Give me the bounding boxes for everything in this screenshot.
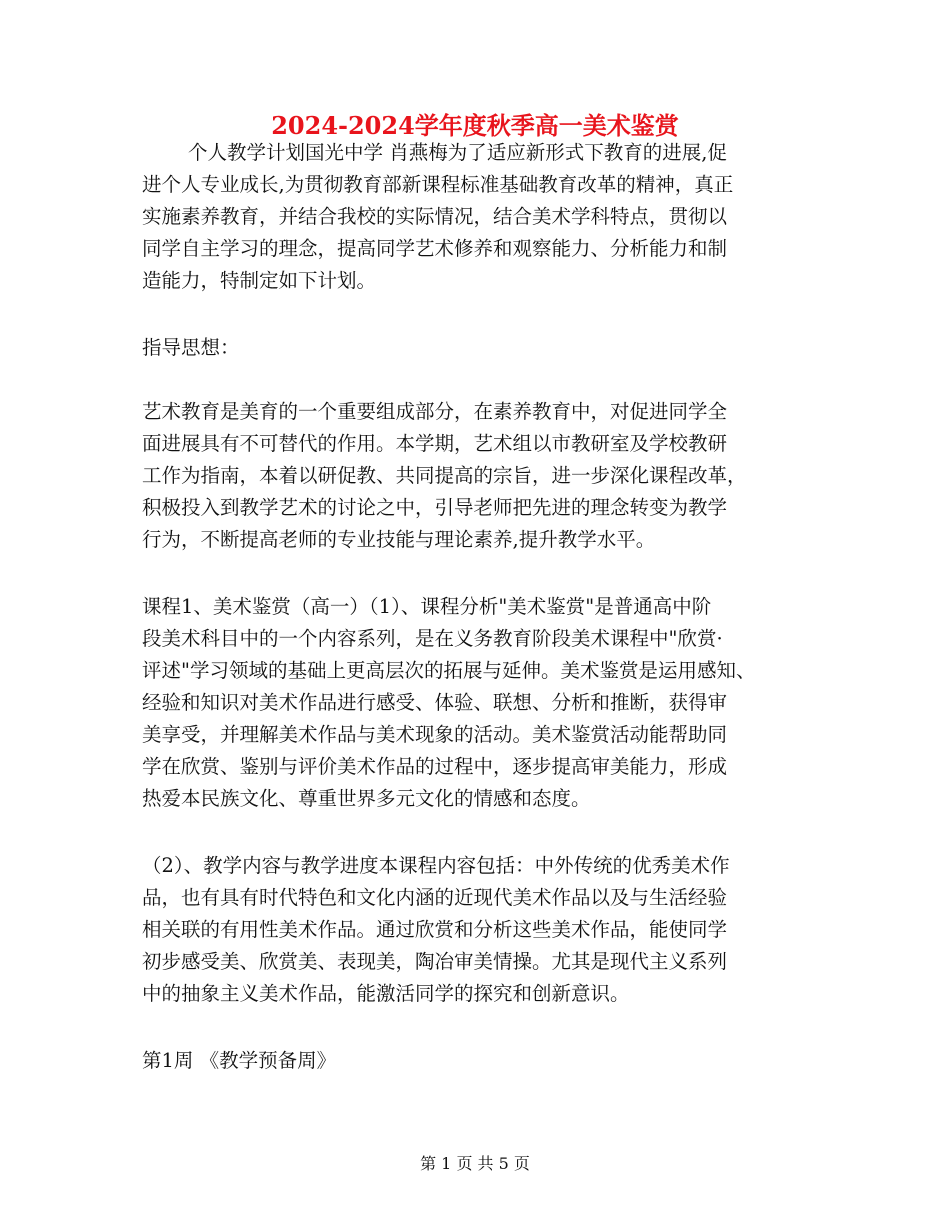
guiding-line-1: 艺术教育是美育的一个重要组成部分，在素养教育中，对促进同学全 [142,400,728,423]
intro-line-3: 实施素养教育，并结合我校的实际情况，结合美术学科特点，贯彻以 [142,205,728,228]
course-line-1: 课程1、美术鉴赏（高一）（1）、课程分析"美术鉴赏"是普通高中阶 [142,595,712,618]
content-line-2: 品，也有具有时代特色和文化内涵的近现代美术作品以及与生活经验 [142,886,728,909]
guiding-line-5: 行为，不断提高老师的专业技能与理论素养,提升教学水平。 [142,528,656,551]
guiding-line-4: 积极投入到教学艺术的讨论之中，引导老师把先进的理念转变为教学 [142,496,728,519]
week-line: 第1周 《教学预备周》 [142,1049,337,1072]
course-line-6: 学在欣赏、鉴别与评价美术作品的过程中，逐步提高审美能力，形成 [142,755,728,778]
course-line-4: 经验和知识对美术作品进行感受、体验、联想、分析和推断，获得审 [142,691,728,714]
guiding-line-3: 工作为指南，本着以研促教、共同提高的宗旨，进一步深化课程改革， [142,464,747,487]
content-line-4: 初步感受美、欣赏美、表现美，陶冶审美情操。尤其是现代主义系列 [142,950,728,973]
course-line-3: 评述"学习领域的基础上更高层次的拓展与延伸。美术鉴赏是运用感知、 [142,659,756,682]
content-line-3: 相关联的有用性美术作品。通过欣赏和分析这些美术作品，能使同学 [142,918,728,941]
guiding-line-2: 面进展具有不可替代的作用。本学期，艺术组以市教研室及学校教研 [142,432,728,455]
course-line-7: 热爱本民族文化、尊重世界多元文化的情感和态度。 [142,787,591,810]
document-title: 2024-2024学年度秋季高一美术鉴赏 [271,111,679,140]
intro-line-5: 造能力，特制定如下计划。 [142,269,377,292]
intro-line-1: 个人教学计划国光中学 肖燕梅为了适应新形式下教育的进展,促 [188,141,727,164]
intro-line-4: 同学自主学习的理念，提高同学艺术修养和观察能力、分析能力和制 [142,237,728,260]
page-number-footer: 第 1 页 共 5 页 [420,1154,530,1173]
content-line-1: （2）、教学内容与教学进度本课程内容包括：中外传统的优秀美术作 [142,854,730,877]
content-line-5: 中的抽象主义美术作品，能激活同学的探究和创新意识。 [142,982,630,1005]
course-line-5: 美享受，并理解美术作品与美术现象的活动。美术鉴赏活动能帮助同 [142,723,728,746]
intro-line-2: 进个人专业成长,为贯彻教育部新课程标准基础教育改革的精神，真正 [142,173,734,196]
course-line-2: 段美术科目中的一个内容系列，是在义务教育阶段美术课程中"欣赏· [142,627,723,650]
guiding-heading: 指导思想： [142,336,240,359]
